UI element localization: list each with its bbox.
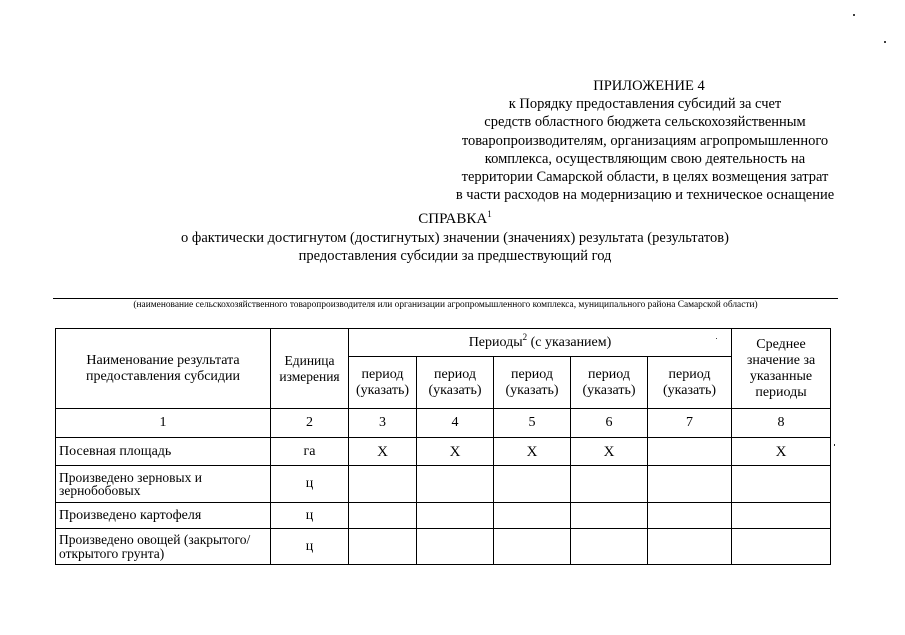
appendix-title: ПРИЛОЖЕНИЕ 4: [593, 78, 705, 94]
column-number: 3: [349, 409, 417, 438]
column-number: 5: [494, 409, 571, 438]
appendix-line: товаропроизводителям, организациям агропромышленного: [461, 132, 829, 149]
row-cell: [349, 503, 417, 529]
row-cell: [349, 529, 417, 565]
scan-speck: [853, 14, 855, 16]
header-unit: Единица измерения: [271, 329, 349, 409]
appendix-line: в части расходов на модернизацию и техническое оснащение: [455, 187, 835, 204]
appendix-line: территории Самарской области, в целях возмещения затрат: [461, 169, 829, 186]
row-cell: X: [349, 438, 417, 466]
org-name-caption: (наименование сельскохозяйственного товаропроизводителя или организации агропромышленного комплекса, муниципального района Самарской области): [133, 300, 758, 310]
header-period: период (указать): [571, 357, 648, 409]
scan-speck: [716, 338, 717, 339]
appendix-line: средств областного бюджета сельскохозяйственным: [484, 114, 806, 131]
row-cell: X: [732, 438, 831, 466]
certificate-heading: [100, 210, 810, 266]
certificate-subtitle: предоставления субсидии за предшествующий год: [298, 248, 612, 264]
header-period: период (указать): [494, 357, 571, 409]
scan-speck: [834, 444, 835, 446]
table-header-row: [56, 329, 831, 357]
column-number: 7: [648, 409, 732, 438]
row-unit: ц: [271, 466, 349, 503]
appendix-line: комплекса, осуществляющим свою деятельность на: [484, 150, 806, 167]
footnote-mark: 1: [487, 209, 492, 219]
header-period: период (указать): [349, 357, 417, 409]
certificate-subtitle: о фактически достигнутом (достигнутых) значении (значениях) результата (результатов): [181, 229, 729, 246]
row-cell: [648, 503, 732, 529]
scan-speck: [884, 41, 886, 43]
row-cell: [732, 529, 831, 565]
row-cell: X: [417, 438, 494, 466]
row-cell: [648, 466, 732, 503]
row-cell: [732, 466, 831, 503]
column-number: 6: [571, 409, 648, 438]
header-result-name: Наименование результата предоставления субсидии: [56, 329, 271, 409]
row-name: Произведено картофеля: [56, 503, 271, 529]
row-name: Произведено овощей (закрытого/открытого грунта): [56, 529, 271, 565]
row-cell: [417, 503, 494, 529]
results-table: [55, 328, 831, 565]
table-row: [56, 503, 831, 529]
row-cell: [571, 529, 648, 565]
org-name-line: [53, 298, 838, 299]
row-name: Посевная площадь: [56, 438, 271, 466]
row-unit: ц: [271, 529, 349, 565]
row-cell: [571, 503, 648, 529]
column-number: 8: [732, 409, 831, 438]
row-name: Произведено зерновых и зернобобовых: [56, 466, 271, 503]
header-average: Среднее значение за указанные периоды: [732, 329, 831, 409]
certificate-title: СПРАВКА$^1$: [418, 209, 492, 227]
header-periods: Периоды$^2$ (с указанием): [349, 329, 732, 357]
row-cell: [648, 529, 732, 565]
row-cell: [417, 529, 494, 565]
appendix-header: [440, 77, 850, 204]
footnote-mark: 2: [522, 331, 528, 342]
header-period: период (указать): [417, 357, 494, 409]
row-unit: ц: [271, 503, 349, 529]
row-cell: [732, 503, 831, 529]
table-row: [56, 529, 831, 565]
row-cell: [494, 466, 571, 503]
row-unit: га: [271, 438, 349, 466]
column-number: 4: [417, 409, 494, 438]
row-cell: X: [571, 438, 648, 466]
row-cell: X: [494, 438, 571, 466]
header-period: период (указать): [648, 357, 732, 409]
column-number: 1: [56, 409, 271, 438]
row-cell: [417, 466, 494, 503]
row-cell: [494, 503, 571, 529]
row-cell: [571, 466, 648, 503]
table-row: [56, 466, 831, 503]
appendix-line: к Порядку предоставления субсидий за счет: [508, 96, 782, 113]
row-cell: [494, 529, 571, 565]
row-cell: [648, 438, 732, 466]
table-row: [56, 438, 831, 466]
row-cell: [349, 466, 417, 503]
column-number: 2: [271, 409, 349, 438]
column-number-row: [56, 409, 831, 438]
